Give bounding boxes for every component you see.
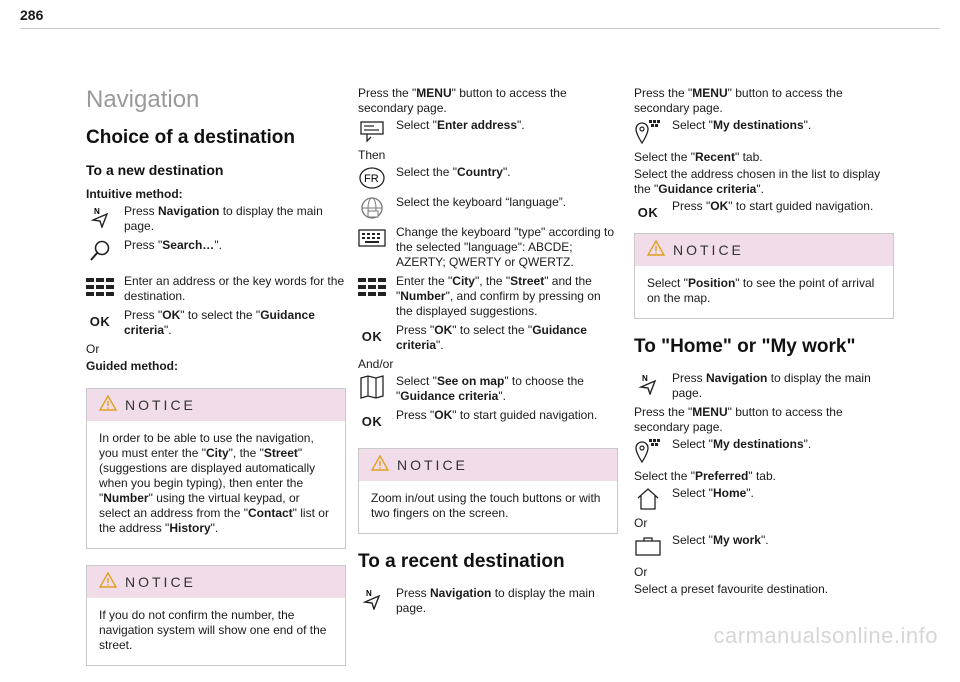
choose-address-instruction: Select the address chosen in the list to display the "Guidance criteria". <box>634 167 881 196</box>
chapter-title: Choice of a destination <box>86 127 296 148</box>
section-title: Navigation <box>86 86 200 113</box>
notice-body: If you do not confirm the number, the navigation system will show one end of the street. <box>99 608 327 652</box>
notice-box <box>86 388 346 549</box>
destinations-icon <box>634 437 662 463</box>
keyboard-icon <box>358 225 386 251</box>
step-country: FR Select the "Country". <box>358 165 618 191</box>
notice-header <box>635 234 893 266</box>
navigation-icon <box>358 586 386 612</box>
or-label: Or <box>634 516 648 530</box>
preferred-tab-instruction: Select the "Preferred" tab. <box>634 469 776 483</box>
keypad-icon <box>358 274 386 300</box>
notice-header <box>359 449 617 481</box>
step-text: ". <box>214 238 222 252</box>
step-language: Select the keyboard “language”. <box>358 195 618 221</box>
notice-text: " (suggestions are displayed automatically when you begin typing), then enter the " <box>99 446 316 505</box>
step-search <box>86 238 346 264</box>
destinations-icon <box>634 118 662 144</box>
enter-address-icon <box>358 118 386 144</box>
ok-icon: OK <box>637 204 659 220</box>
notice-title: NOTICE <box>673 241 744 258</box>
column-3 <box>634 86 894 599</box>
notice-body: Select "Position" to see the point of arrival on the map. <box>647 276 875 305</box>
step-enter-address: Select "Enter address". <box>358 118 618 144</box>
step-bold: Search… <box>162 238 215 252</box>
ok-icon: OK <box>361 413 383 429</box>
step-work: Select "My work". <box>634 533 894 559</box>
guided-method-label: Guided method: <box>86 359 178 373</box>
briefcase-icon <box>634 533 662 559</box>
then-label: Then <box>358 148 386 162</box>
step-my-destinations: Select "My destinations". <box>634 118 894 144</box>
step-text: ". <box>164 323 172 337</box>
step-ok: OK Press "OK" to select the "Guidance criteria". <box>358 323 618 353</box>
andor-label: And/or <box>358 357 394 371</box>
navigation-icon <box>634 371 662 397</box>
notice-header <box>87 566 345 598</box>
notice-body <box>87 421 345 548</box>
svg-text:FR: FR <box>364 173 379 185</box>
country-icon <box>358 165 386 191</box>
step-my-destinations: Select "My destinations". <box>634 437 894 463</box>
warning-icon <box>371 455 389 475</box>
search-icon <box>86 238 114 264</box>
notice-box <box>86 565 346 666</box>
notice-text: " list or the address " <box>99 506 329 535</box>
notice-title: NOTICE <box>125 396 196 413</box>
notice-text: In order to be able to use the navigation, you must enter the " <box>99 431 314 460</box>
step-text: " to select the " <box>180 308 261 322</box>
svg-text:N: N <box>366 589 372 598</box>
map-icon <box>358 374 386 400</box>
watermark: carmanualsonline.info <box>713 623 938 648</box>
column-2 <box>358 86 618 620</box>
page-number: 286 <box>20 7 44 23</box>
notice-text: ". <box>210 521 219 535</box>
step-text: Enter an address or the key words for the destination. <box>124 274 345 303</box>
subsection-title: To a new destination <box>86 162 224 178</box>
notice-title: NOTICE <box>125 573 196 590</box>
svg-text:N: N <box>94 207 100 216</box>
step-bold: Guidance criteria <box>124 308 315 337</box>
warning-icon <box>99 572 117 592</box>
navigation-icon <box>86 204 114 230</box>
step-navigation: N Press Navigation to display the main page. <box>358 586 618 616</box>
intuitive-method-label: Intuitive method: <box>86 187 183 201</box>
step-bold: Navigation <box>158 204 220 218</box>
step-home: Select "Home". <box>634 486 894 512</box>
or-label: Or <box>86 342 100 356</box>
notice-bold: Contact <box>248 506 293 520</box>
keypad-icon <box>86 274 114 300</box>
ok-icon: OK <box>361 328 383 344</box>
home-work-title: To "Home" or "My work" <box>634 336 856 357</box>
notice-bold: Number <box>103 491 149 505</box>
notice-body: Zoom in/out using the touch buttons or with two fingers on the screen. <box>371 491 601 520</box>
recent-tab-instruction: Select the "Recent" tab. <box>634 150 763 164</box>
warning-icon <box>99 395 117 415</box>
menu-instruction: Press the "MENU" button to access the secondary page. <box>634 405 843 434</box>
notice-header <box>87 389 345 421</box>
home-icon <box>634 486 662 512</box>
notice-bold: City <box>205 446 229 460</box>
header-rule <box>20 28 940 29</box>
warning-icon <box>647 240 665 260</box>
notice-box <box>634 233 894 319</box>
step-text: Press " <box>124 308 163 322</box>
notice-bold: History <box>169 521 211 535</box>
step-navigation: N Press Navigation to display the main page. <box>634 371 894 401</box>
notice-text: " using the virtual keypad, or select an address from the " <box>99 491 300 520</box>
step-text: to display the main page. <box>124 204 323 233</box>
step-start: OK Press "OK" to start guided navigation. <box>634 199 894 225</box>
recent-destination-title: To a recent destination <box>358 551 565 572</box>
preset-instruction: Select a preset favourite destination. <box>634 582 829 596</box>
step-city: Enter the "City", the "Street" and the "Number", and confirm by pressing on the displayed suggestions. <box>358 274 618 319</box>
step-keypad <box>86 274 346 304</box>
step-ok <box>86 308 346 338</box>
menu-instruction: Press the "MENU" button to access the secondary page. <box>634 86 843 115</box>
keyboard-language-icon <box>358 195 386 221</box>
step-bold: OK <box>162 308 181 322</box>
notice-title: NOTICE <box>397 456 468 473</box>
ok-icon: OK <box>89 313 111 329</box>
menu-instruction: Press the "MENU" button to access the secondary page. <box>358 86 567 115</box>
step-start: OK Press "OK" to start guided navigation. <box>358 408 618 434</box>
column-1 <box>86 86 346 682</box>
step-text: Press <box>124 204 159 218</box>
step-navigation <box>86 204 346 234</box>
notice-bold: Street <box>263 446 298 460</box>
svg-text:N: N <box>642 374 648 383</box>
step-keyboard-type: Change the keyboard "type" according to the selected "language": ABCDE; AZERTY; QWERTY or QWERTZ. <box>358 225 618 270</box>
notice-text: ", the " <box>228 446 264 460</box>
step-see-on-map: Select "See on map" to choose the "Guidance criteria". <box>358 374 618 404</box>
notice-box <box>358 448 618 534</box>
or-label: Or <box>634 565 648 579</box>
step-text: Press " <box>124 238 163 252</box>
